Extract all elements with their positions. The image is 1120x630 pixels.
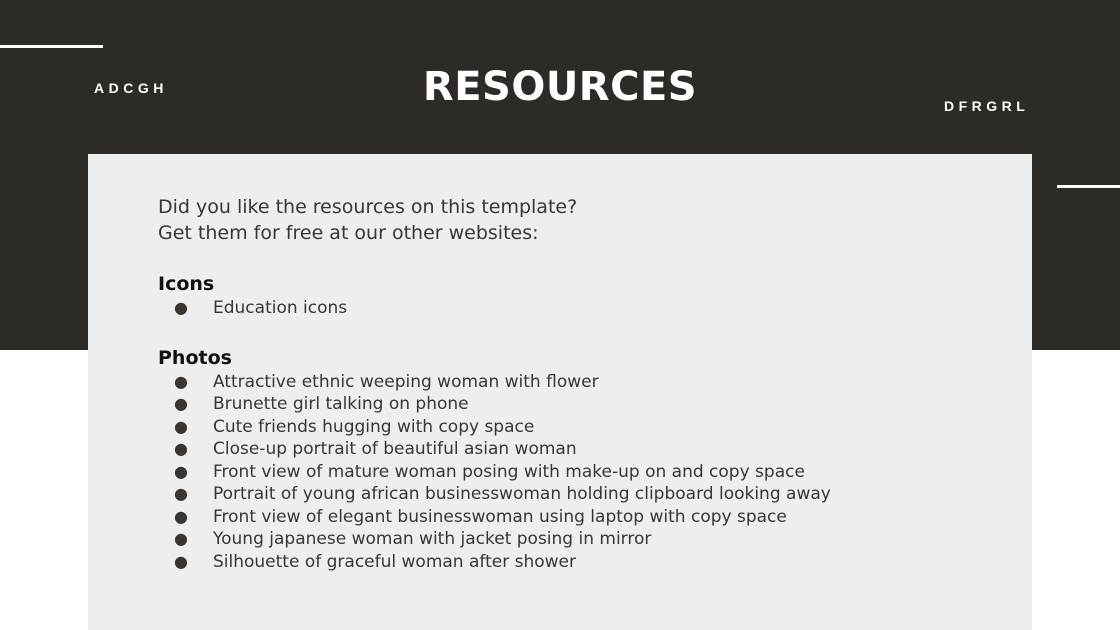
list-item	[158, 297, 978, 320]
list-item	[158, 438, 978, 461]
bullet-icon: ●	[174, 529, 188, 548]
header-tag-right: DFRGRL	[944, 98, 1030, 114]
list-item	[158, 461, 978, 484]
list-item	[158, 483, 978, 506]
header-tag-left: ADCGH	[94, 80, 168, 96]
list-item-label: Education icons	[213, 298, 348, 318]
list-item-label: Cute friends hugging with copy space	[213, 416, 535, 437]
photos-list	[158, 371, 978, 574]
list-item-label: Close-up portrait of beautiful asian woman	[213, 439, 577, 459]
list-item-label: Attractive ethnic weeping woman with flower	[213, 371, 599, 392]
bullet-icon: ●	[174, 439, 188, 458]
bullet-icon: ●	[174, 371, 188, 391]
content-card	[88, 154, 1032, 630]
page-title: RESOURCES	[422, 64, 698, 110]
list-item-label: Front view of mature woman posing with make-up on and copy space	[213, 461, 805, 482]
decorative-line-left	[0, 45, 103, 48]
section-heading-photos: Photos	[158, 346, 232, 369]
bullet-icon: ●	[174, 394, 188, 413]
intro-line: Did you like the resources on this template?	[158, 196, 578, 218]
section-heading-icons: Icons	[158, 273, 215, 295]
list-item	[158, 393, 978, 416]
bullet-icon: ●	[174, 461, 188, 481]
list-item	[158, 506, 978, 529]
content-body	[158, 194, 978, 573]
list-item-label: Brunette girl talking on phone	[213, 394, 469, 414]
bullet-icon: ●	[174, 416, 188, 436]
bullet-icon: ●	[174, 506, 188, 526]
decorative-line-right	[1057, 185, 1120, 188]
list-item-label: Portrait of young african businesswoman holding clipboard looking away	[213, 484, 831, 504]
list-item	[158, 371, 978, 394]
list-item-label: Young japanese woman with jacket posing in mirror	[213, 529, 652, 549]
icons-list	[158, 297, 978, 320]
intro-line: Get them for free at our other websites:	[158, 222, 539, 244]
list-item-label: Silhouette of graceful woman after shower	[213, 551, 576, 572]
list-item-label: Front view of elegant businesswoman using laptop with copy space	[213, 506, 787, 527]
list-item	[158, 528, 978, 551]
bullet-icon: ●	[174, 298, 188, 317]
list-item	[158, 416, 978, 439]
bullet-icon: ●	[174, 484, 188, 503]
list-item	[158, 551, 978, 574]
bullet-icon: ●	[174, 551, 188, 571]
